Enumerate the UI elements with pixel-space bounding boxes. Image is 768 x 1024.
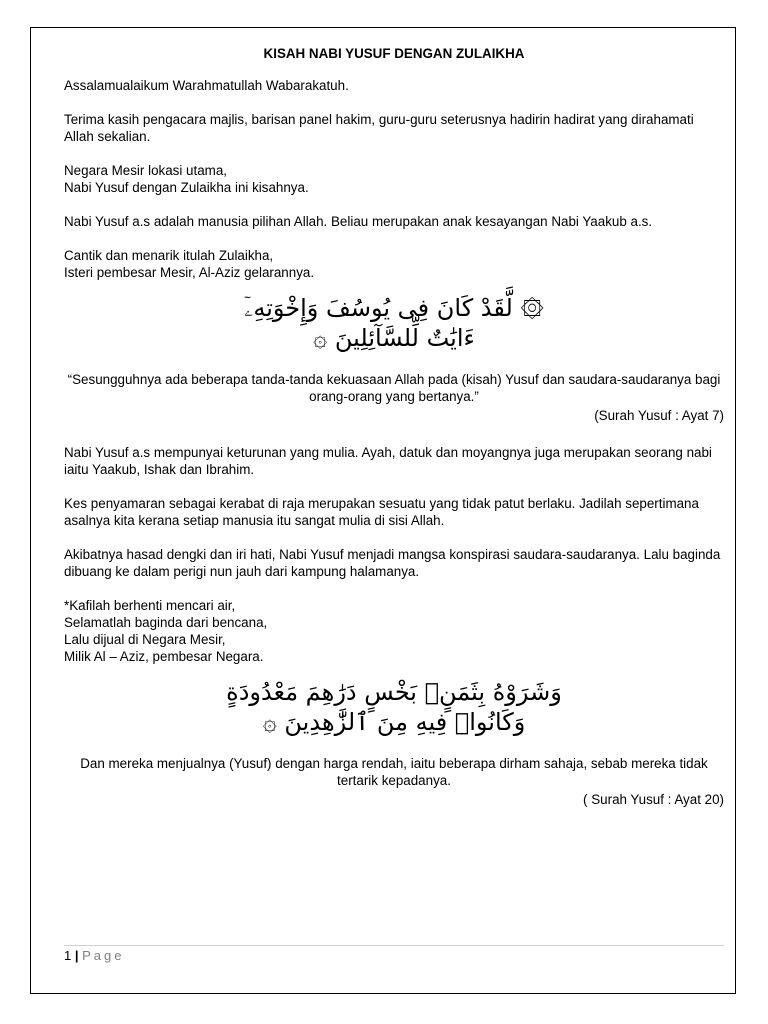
verse-translation: “Sesungguhnya ada beberapa tanda-tanda kekuasaan Allah pada (kisah) Yusuf dan saudara-saudaranya bagi orang-orang yang bertanya.”: [67, 372, 721, 404]
verse-citation: (Surah Yusuf : Ayat 7): [594, 408, 724, 423]
arabic-line: وَشَرَوْهُ بِثَمَنٍۭ بَخْسٍ دَرَٰهِمَ مَعْدُودَةٍ: [226, 678, 562, 706]
paragraph-impersonation: Kes penyamaran sebagai kerabat di raja merupakan sesuatu yang tidak patut berlaku. Jadilah sepertimana asalnya kita kerana setiap manusia itu sangat mulia di sisi Allah.: [64, 496, 699, 528]
page-footer: [64, 945, 724, 964]
paragraph-poem-1: Negara Mesir lokasi utama, Nabi Yusuf dengan Zulaikha ini kisahnya.: [64, 163, 309, 195]
arabic-line: ۞ لَّقَدْ كَانَ فِى يُوسُفَ وَإِخْوَتِهِۦٓ: [244, 294, 544, 322]
arabic-line: وَكَانُوا۟ فِيهِ مِنَ ٱلزَّٰهِدِينَ ۞: [262, 708, 526, 736]
paragraph-poem-3: *Kafilah berhenti mencari air, Selamatlah baginda dari bencana, Lalu dijual di Negara Mesir, Milik Al – Aziz, pembesar Negara.: [64, 598, 268, 664]
paragraph-nabi-yusuf: Nabi Yusuf a.s adalah manusia pilihan Allah. Beliau merupakan anak kesayangan Nabi Yaakub a.s.: [64, 214, 653, 229]
paragraph-poem-2: Cantik dan menarik itulah Zulaikha, Isteri pembesar Mesir, Al-Aziz gelarannya.: [64, 248, 315, 280]
paragraph-conspiracy: Akibatnya hasad dengki dan iri hati, Nabi Yusuf menjadi mangsa konspirasi saudara-saudaranya. Lalu baginda dibuang ke dalam perigi nun jauh dari kampung halamanya.: [64, 547, 721, 579]
quran-verse-7: [64, 293, 724, 353]
paragraph-lineage: Nabi Yusuf a.s mempunyai keturunan yang mulia. Ayah, datuk dan moyangnya juga merupakan seorang nabi iaitu Yaakub, Ishak dan Ibrahim.: [64, 445, 712, 477]
verse-citation: ( Surah Yusuf : Ayat 20): [583, 792, 724, 807]
arabic-line: ءَايَٰتٌ لِّلسَّآئِلِينَ ۞: [313, 324, 475, 352]
verse-translation: Dan mereka menjualnya (Yusuf) dengan harga rendah, iaitu beberapa dirham sahaja, sebab mereka tidak tertarik kepadanya.: [80, 756, 708, 788]
page-number: 1: [64, 948, 72, 963]
document-body: [64, 45, 724, 828]
page-label: Page: [82, 948, 125, 963]
footer-separator: |: [74, 948, 79, 963]
paragraph-thanks: Terima kasih pengacara majlis, barisan panel hakim, guru-guru seterusnya hadirin hadirat yang dirahamati Allah sekalian.: [64, 112, 694, 144]
document-title: KISAH NABI YUSUF DENGAN ZULAIKHA: [263, 46, 525, 61]
quran-verse-20: [64, 677, 724, 737]
paragraph-greeting: Assalamualaikum Warahmatullah Wabarakatuh.: [64, 78, 349, 93]
